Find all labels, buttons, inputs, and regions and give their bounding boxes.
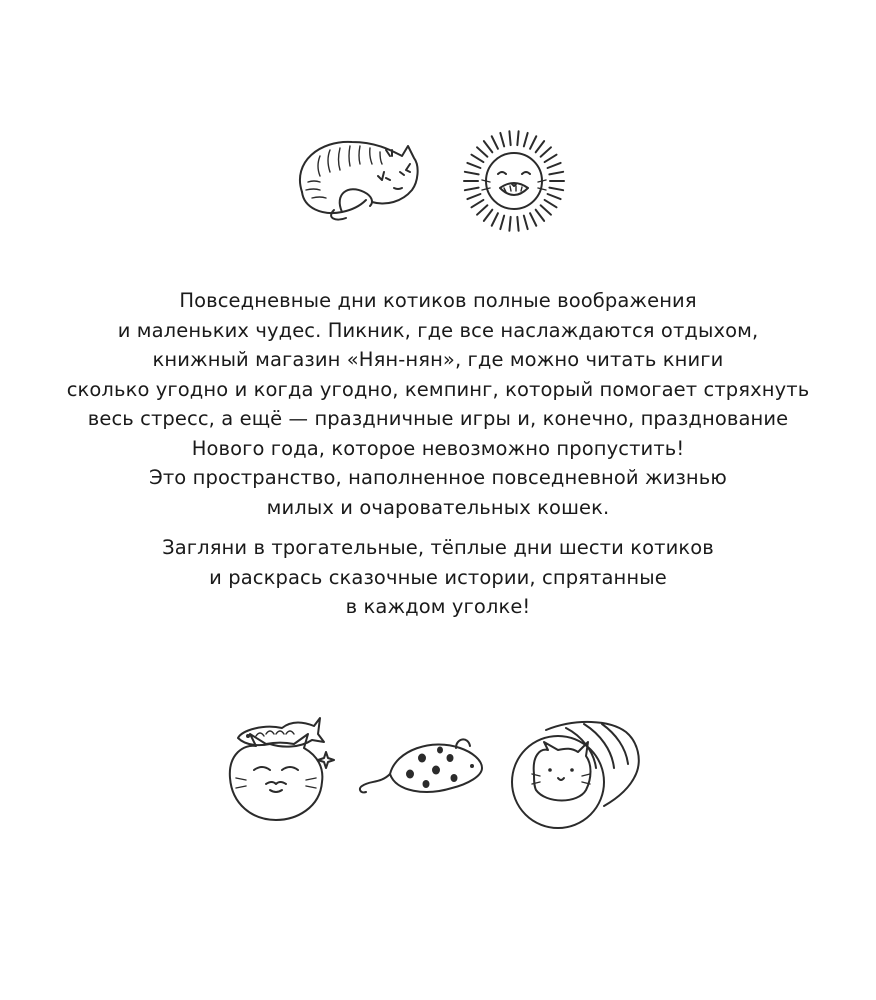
text-line: сколько угодно и когда угодно, кемпинг, который помогает стряхнуть xyxy=(66,377,810,401)
spotted-toy-mouse-icon xyxy=(356,734,486,804)
text-line: весь стресс, а ещё — праздничные игры и, конечно, празднование xyxy=(87,407,789,430)
paragraph-1 xyxy=(0,286,876,522)
text-line: книжный магазин «Нян-нян», где можно читать книги xyxy=(152,348,724,371)
text-line: Нового года, которое невозможно пропустить! xyxy=(191,436,685,460)
text-line: и маленьких чудес. Пикник, где все наслаждаются отдыхом, xyxy=(117,318,759,342)
description-text xyxy=(0,286,876,622)
text-line: и раскрась сказочные истории, спрятанные xyxy=(209,565,667,589)
text-line: Повседневные дни котиков полные воображения xyxy=(179,289,697,312)
text-line: Это пространство, наполненное повседневной жизнью xyxy=(149,466,727,489)
text-line: милых и очаровательных кошек. xyxy=(266,495,610,519)
text-line: Загляни в трогательные, тёплые дни шести котиков xyxy=(162,536,714,559)
text-line: в каждом уголке! xyxy=(345,595,531,618)
paragraph-2 xyxy=(0,533,876,622)
sleeping-tabby-cat-icon xyxy=(290,132,425,224)
lion-cat-icon xyxy=(454,126,574,236)
cat-with-fish-on-head-icon xyxy=(220,708,340,828)
cat-in-croissant-icon xyxy=(506,712,646,832)
